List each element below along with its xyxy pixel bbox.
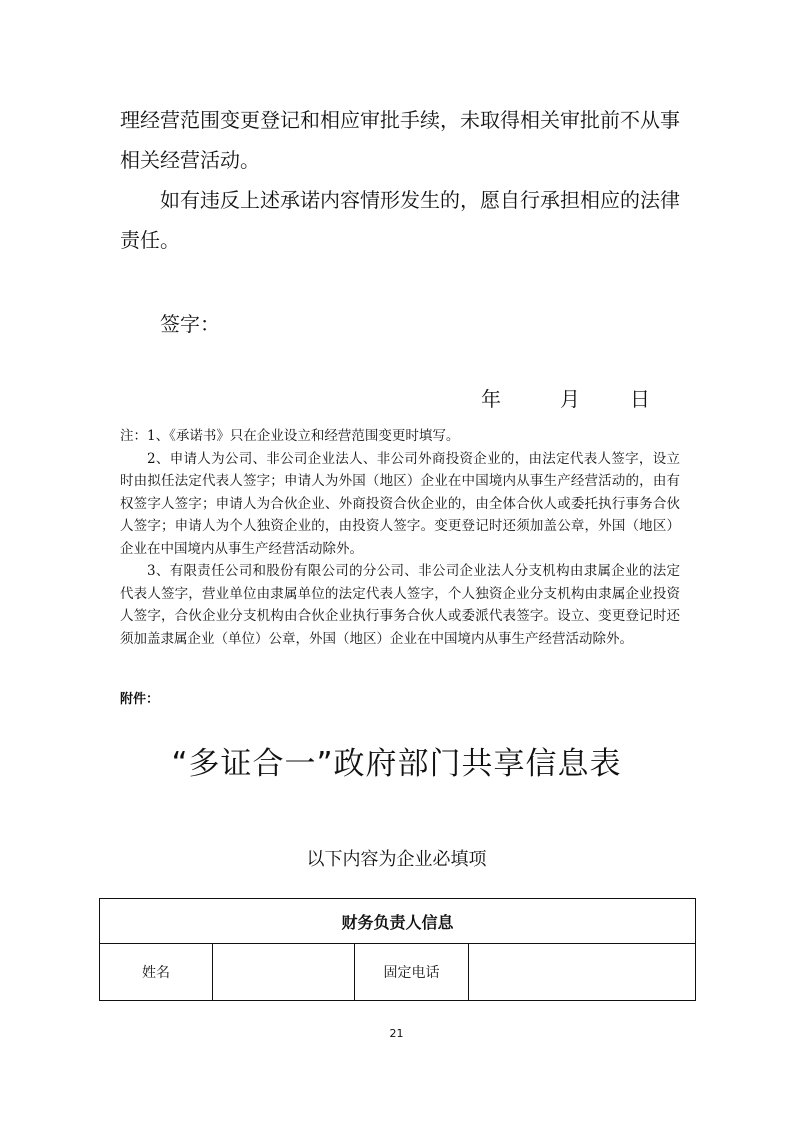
phone-value-cell[interactable] xyxy=(469,944,696,1001)
date-month-label: 月 xyxy=(560,387,580,411)
table-header-row xyxy=(100,899,696,944)
signature-label: 签字： xyxy=(160,312,220,336)
form-subtitle: 以下内容为企业必填项 xyxy=(306,849,487,870)
finance-officer-table xyxy=(99,898,696,1001)
table-row xyxy=(100,944,696,1001)
page-number: 21 xyxy=(389,1027,404,1040)
note-3: 3、有限责任公司和股份有限公司的分公司、非公司企业法人分支机构由隶属企业的法定代表人签字，营业单位由隶属单位的法定代表人签字，个人独资企业分支机构由隶属企业投资人签字，合伙企业分支机构由合伙企业执行事务合伙人或委派代表签字。设立、变更登记时还须加盖隶属企业（单位）公章，外国（地区）企业在中国境内从事生产经营活动除外。 xyxy=(120,563,680,647)
note-1: 注：1、《承诺书》只在企业设立和经营范围变更时填写。 xyxy=(120,428,460,444)
date-day-label: 日 xyxy=(630,387,650,411)
name-label: 姓名 xyxy=(100,944,213,1001)
section-header: 财务负责人信息 xyxy=(100,899,696,944)
notes-section xyxy=(120,425,680,650)
form-title: “多证合一”政府部门共享信息表 xyxy=(171,746,622,782)
phone-label: 固定电话 xyxy=(355,944,469,1001)
body-paragraph-2: 如有违反上述承诺内容情形发生的，愿自行承担相应的法律责任。 xyxy=(120,188,680,252)
body-paragraph-1: 理经营范围变更登记和相应审批手续，未取得相关审批前不从事相关经营活动。 xyxy=(120,108,680,172)
attachment-label: 附件： xyxy=(120,692,160,707)
note-2: 2、申请人为公司、非公司企业法人、非公司外商投资企业的，由法定代表人签字，设立时由拟任法定代表人签字；申请人为外国（地区）企业在中国境内从事生产经营活动的，由有权签字人签字；申请人为合伙企业、外商投资合伙企业的，由全体合伙人或委托执行事务合伙人签字；申请人为个人独资企业的，由投资人签字。变更登记时还须加盖公章，外国（地区）企业在中国境内从事生产经营活动除外。 xyxy=(120,450,680,557)
name-value-cell[interactable] xyxy=(213,944,355,1001)
date-year-label: 年 xyxy=(481,387,501,411)
